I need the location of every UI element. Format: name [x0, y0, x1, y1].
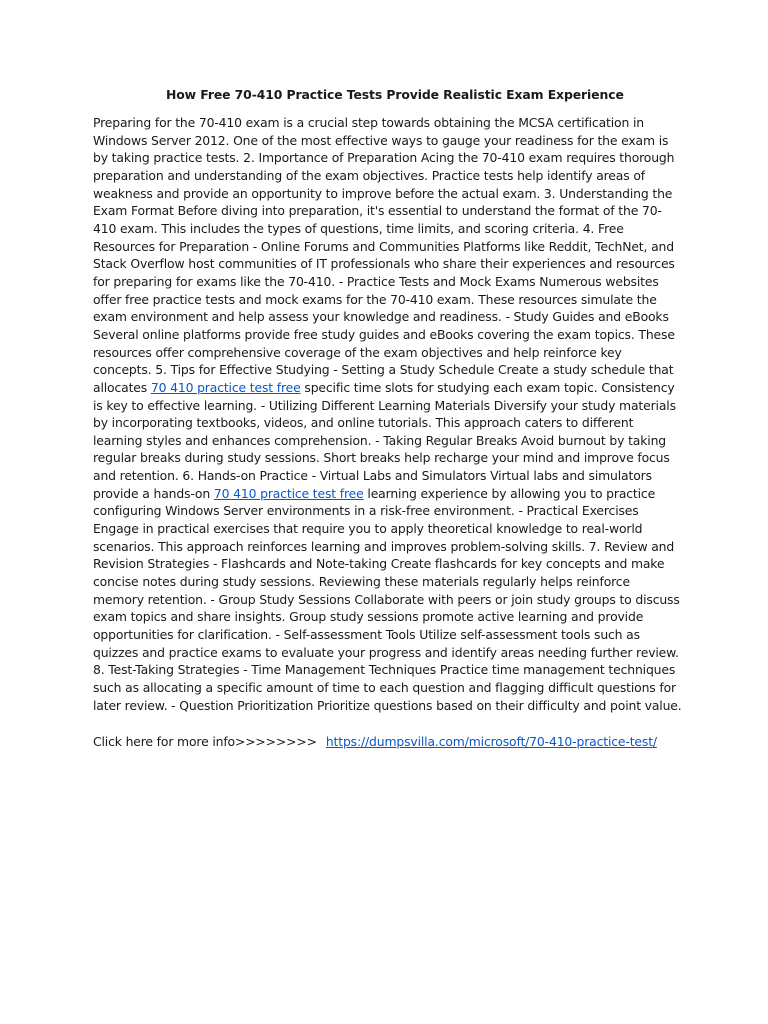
practice-test-link-2[interactable]: 70 410 practice test free: [213, 485, 364, 501]
dumpsvilla-url-link[interactable]: https://dumpsvilla.com/microsoft/70-410-practice-test/: [325, 734, 657, 749]
paragraph-text-part-3: learning experience by allowing you to practice configuring Windows Server environments in a risk-free environment. - Practical Exercises Engage in practical exercises that require you to apply theoretical knowledge to real-world scenarios. This approach reinforces learning and improves problem-solving skills. 7. Review and Revision Strategies - Flashcards and Note-taking Create flashcards for key concepts and make concise notes during study sessions. Reviewing these materials regularly helps reinforce memory retention. - Group Study Sessions Collaborate with peers or join study groups to discuss exam topics and share insights. Group study sessions promote active learning and provide opportunities for clarification. - Self-assessment Tools Utilize self-assessment tools such as quizzes and practice exams to evaluate your progress and identify areas needing further review. 8. Test-Taking Strategies - Time Management Techniques Practice time management techniques such as allocating a specific amount of time to each question and flagging difficult questions for later review. - Question Prioritization Prioritize questions based on their difficulty and point value.: [93, 485, 682, 713]
document-title: How Free 70-410 Practice Tests Provide Realistic Exam Experience: [166, 87, 624, 102]
paragraph-text-part-2: specific time slots for studying each exam topic. Consistency is key to effective learning. - Utilizing Different Learning Materials Diversify your study materials by incorporating textbooks, videos, and online tutorials. This approach caters to different learning styles and enhances comprehension. - Taking Regular Breaks Avoid burnout by taking regular breaks during study sessions. Short breaks help recharge your mind and improve focus and retention. 6. Hands-on Practice - Virtual Labs and Simulators Virtual labs and simulators provide a hands-on: [93, 379, 676, 501]
practice-test-link-1[interactable]: 70 410 practice test free: [150, 379, 301, 395]
paragraph-text-part-1: Preparing for the 70-410 exam is a crucial step towards obtaining the MCSA certification in Windows Server 2012. One of the most effective ways to gauge your readiness for the exam is by taking practice tests. 2. Importance of Preparation Acing the 70-410 exam requires thorough preparation and understanding of the exam objectives. Practice tests help identify areas of weakness and provide an opportunity to improve before the actual exam. 3. Understanding the Exam Format Before diving into preparation, it's essential to understand the format of the 70-410 exam. This includes the types of questions, time limits, and scoring criteria. 4. Free Resources for Preparation - Online Forums and Communities Platforms like Reddit, TechNet, and Stack Overflow host communities of IT professionals who share their experiences and resources for preparing for exams like the 70-410. - Practice Tests and Mock Exams Numerous websites offer free practice tests and mock exams for the 70-410 exam. These resources simulate the exam environment and help assess your knowledge and readiness. - Study Guides and eBooks Several online platforms provide free study guides and eBooks covering the exam topics. These resources offer comprehensive coverage of the exam objectives and help reinforce key concepts. 5. Tips for Effective Studying - Setting a Study Schedule Create a study schedule that allocates: [93, 115, 675, 395]
more-info-line: [93, 733, 657, 751]
more-info-label: Click here for more info>>>>>>>>: [93, 734, 317, 749]
body-paragraph: [93, 114, 683, 714]
